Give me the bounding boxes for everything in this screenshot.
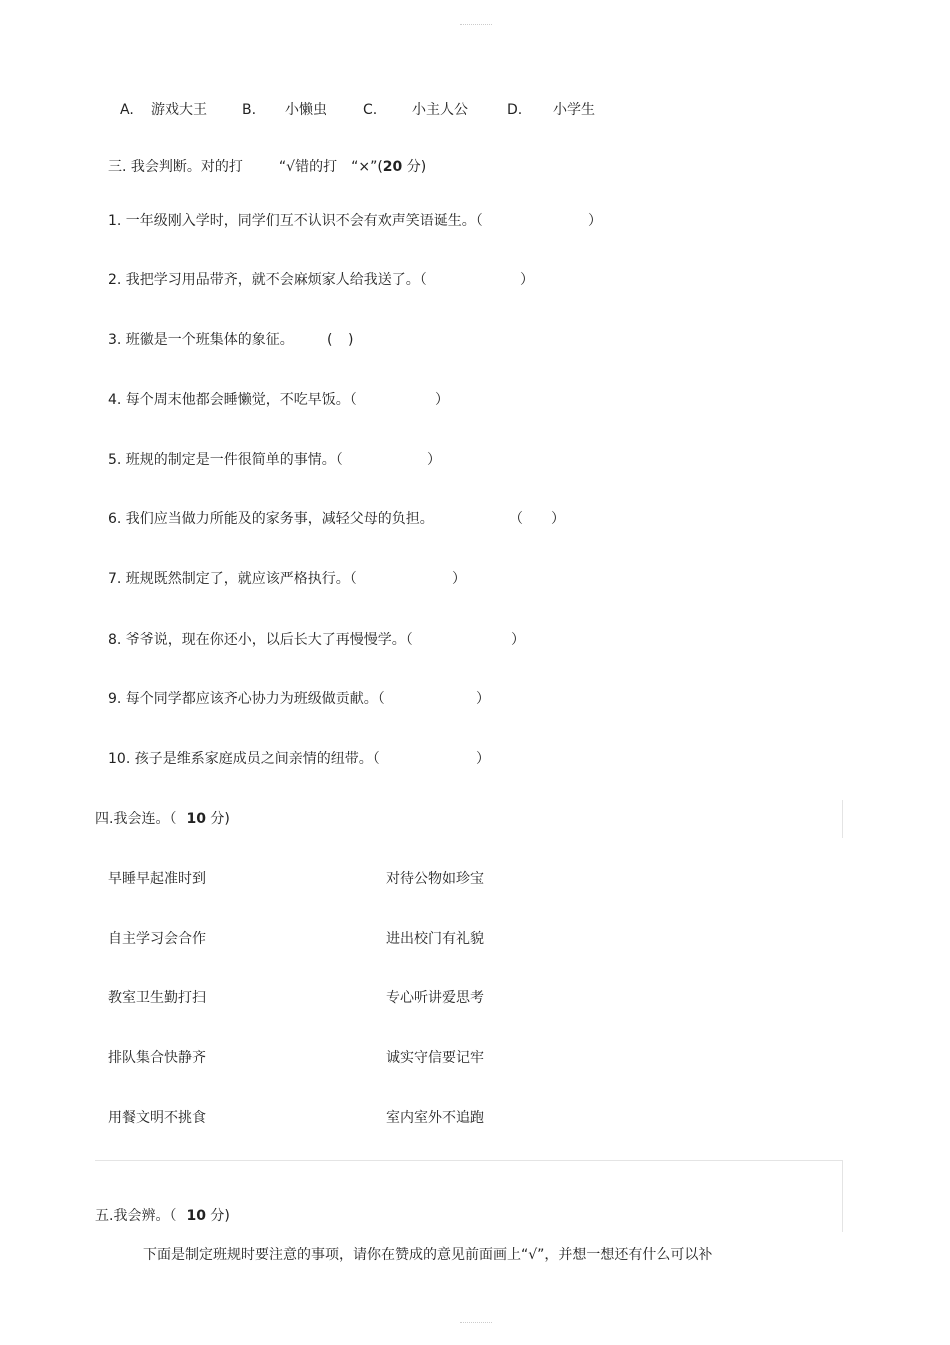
match-left-3: 教室卫生勤打扫 [108, 990, 206, 1006]
section3-heading-part2: “√错的打 [278, 159, 338, 175]
section5-heading-part1: 五.我会辨。（ [95, 1208, 177, 1224]
margin-line-lower [842, 1160, 843, 1232]
judgment-item-6: 6. 我们应当做力所能及的家务事，减轻父母的负担。 [108, 511, 434, 527]
section4-heading [95, 809, 230, 829]
option-c-letter: C. [363, 102, 378, 118]
section3-heading-part1: 三. 我会判断。对的打 [108, 159, 243, 175]
judgment-item-8: 8. 爷爷说，现在你还小，以后长大了再慢慢学。（ [108, 632, 413, 648]
section4-score: 10 [186, 811, 206, 827]
section4-heading-part2: 分) [205, 811, 230, 827]
judgment-item-3: 3. 班徽是一个班集体的象征。 [108, 332, 294, 348]
match-right-2: 进出校门有礼貌 [386, 931, 484, 947]
page-bottom-divider [460, 1322, 492, 1323]
option-d-letter: D. [507, 102, 523, 118]
section-divider [95, 1160, 843, 1161]
page-top-divider [460, 24, 492, 25]
option-c-text: 小主人公 [412, 102, 468, 118]
judgment-item-5-close: ） [427, 452, 441, 468]
section5-heading-part2: 分) [205, 1208, 230, 1224]
judgment-item-4: 4. 每个周末他都会睡懒觉，不吃早饭。（ [108, 392, 357, 408]
match-left-4: 排队集合快静齐 [108, 1050, 206, 1066]
option-b-text: 小懒虫 [285, 102, 327, 118]
judgment-item-3-close: ) [348, 332, 354, 348]
section5-instruction: 下面是制定班规时要注意的事项，请你在赞成的意见前面画上“√”，并想一想还有什么可以补 [143, 1247, 713, 1263]
judgment-item-2-close: ） [520, 272, 534, 288]
judgment-item-1: 1. 一年级刚入学时，同学们互不认识不会有欢声笑语诞生。（ [108, 213, 483, 229]
section3-score: 20 [382, 159, 403, 175]
section5-score: 10 [186, 1208, 206, 1224]
option-a-text: 游戏大王 [151, 102, 207, 118]
section5-heading [95, 1206, 230, 1226]
match-right-5: 室内室外不追跑 [386, 1110, 484, 1126]
match-left-2: 自主学习会合作 [108, 931, 206, 947]
match-left-5: 用餐文明不挑食 [108, 1110, 206, 1126]
section3-heading-part4: 分) [402, 159, 427, 175]
match-right-4: 诚实守信要记牢 [386, 1050, 484, 1066]
judgment-item-6-close: ） [551, 511, 565, 527]
judgment-item-10: 10. 孩子是维系家庭成员之间亲情的纽带。（ [108, 751, 380, 767]
judgment-item-4-close: ） [435, 392, 449, 408]
judgment-item-3-open: ( [327, 332, 333, 348]
judgment-item-1-close: ） [588, 213, 602, 229]
judgment-item-7: 7. 班规既然制定了，就应该严格执行。（ [108, 571, 357, 587]
judgment-item-9: 9. 每个同学都应该齐心协力为班级做贡献。（ [108, 691, 385, 707]
judgment-item-5: 5. 班规的制定是一件很简单的事情。（ [108, 452, 343, 468]
judgment-item-8-close: ） [511, 632, 525, 648]
judgment-item-7-close: ） [452, 571, 466, 587]
option-b-letter: B. [242, 102, 257, 118]
section3-heading-part3: “×”( [351, 159, 383, 175]
match-left-1: 早睡早起准时到 [108, 871, 206, 887]
match-right-1: 对待公物如珍宝 [386, 871, 484, 887]
judgment-item-10-close: ） [476, 751, 490, 767]
match-right-3: 专心听讲爱思考 [386, 990, 484, 1006]
judgment-item-6-open: （ [509, 511, 523, 527]
margin-line [842, 800, 843, 838]
option-d-text: 小学生 [553, 102, 595, 118]
section3-heading [108, 157, 426, 177]
section4-heading-part1: 四.我会连。（ [95, 811, 177, 827]
option-a-letter: A. [120, 102, 134, 118]
judgment-item-2: 2. 我把学习用品带齐，就不会麻烦家人给我送了。（ [108, 272, 427, 288]
judgment-item-9-close: ） [476, 691, 490, 707]
